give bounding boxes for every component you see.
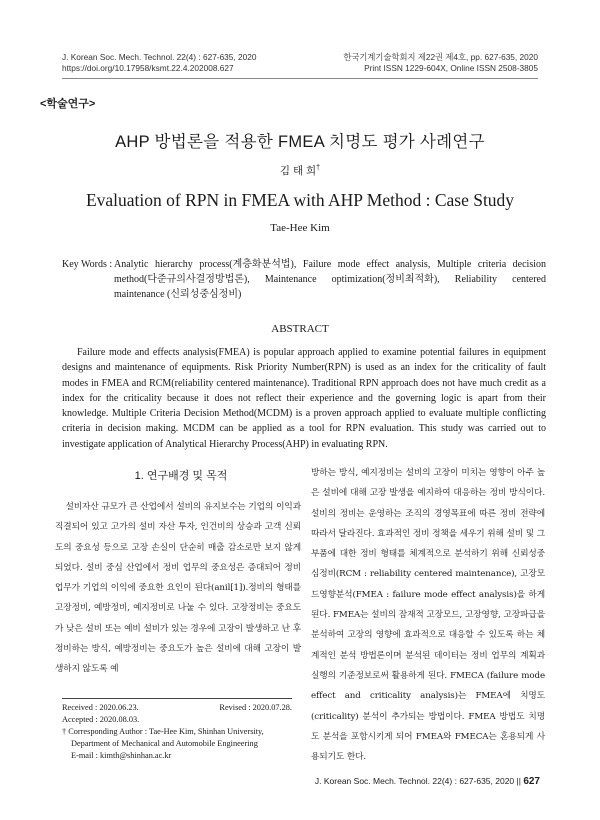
journal-citation: J. Korean Soc. Mech. Technol. 22(4) : 627-635, 2020 bbox=[62, 52, 257, 62]
corresponding-mark: † bbox=[316, 164, 321, 172]
accepted-date: Accepted : 2020.08.03. bbox=[62, 715, 140, 724]
abstract-heading: ABSTRACT bbox=[271, 323, 329, 335]
title-korean: AHP 방법론을 적용한 FMEA 치명도 평가 사례연구 bbox=[115, 133, 485, 151]
article-category: <학술연구> bbox=[40, 98, 96, 110]
author-department: Department of Mechanical and Automobile Engineering bbox=[71, 739, 258, 748]
keywords-text: Analytic hierarchy process(계층화분석법), Failure mode effect analysis, Multiple criteria decision method(다준규의사결정방법론), Maintenance optimization(정비최적화), Reliability centered maintenance (신뢰성중심정비) bbox=[114, 259, 546, 300]
section-heading: 1. 연구배경 및 목적 bbox=[134, 470, 228, 482]
received-date: Received : 2020.06.23. bbox=[62, 703, 139, 712]
doi-link[interactable]: https://doi.org/10.17958/ksmt.22.4.202008.627 bbox=[62, 63, 234, 73]
running-header-left bbox=[62, 52, 256, 74]
journal-citation-korean: 한국기계기술학회지 제22권 제4호, pp. 627-635, 2020 bbox=[343, 52, 538, 62]
running-header-right bbox=[343, 52, 538, 74]
header-rule bbox=[62, 78, 538, 79]
footnotes bbox=[62, 702, 302, 762]
author-korean bbox=[0, 163, 600, 178]
title-english: Evaluation of RPN in FMEA with AHP Method : Case Study bbox=[85, 190, 515, 210]
footer-journal: J. Korean Soc. Mech. Technol. 22(4) : 627-635, 2020 || bbox=[314, 776, 521, 786]
page-footer bbox=[315, 776, 540, 787]
author-english: Tae-Hee Kim bbox=[270, 222, 330, 234]
page-number: 627 bbox=[523, 776, 540, 787]
issn: Print ISSN 1229-604X, Online ISSN 2508-3805 bbox=[364, 63, 538, 73]
corresponding-author: † Corresponding Author : Tae-Hee Kim, Shinhan University, bbox=[62, 727, 264, 736]
keywords-label: Key Words : bbox=[62, 259, 113, 270]
revised-date: Revised : 2020.07.28. bbox=[219, 703, 292, 712]
body-left-column: 설비자산 규모가 큰 산업에서 설비의 유지보수는 기업의 이익과 직결되어 있고 고가의 설비 자산 투자, 인건비의 상승과 고객 신뢰도의 중요성 등으로 고장 손실이 단순히 매출 감소로만 보지 않게 되었다. 설비 중심 산업에서 정비 업무의 중요성은 증대되어 정비 업무가 기업의 이익에 중요한 요인이 된다(anil[1]).정비의 형태를 고장정비, 예방정비, 예지정비로 나눌 수 있다. 고장정비는 중요도가 낮은 설비 또는 예비 설비가 있는 경우에 고장이 발생하고 난 후 정비하는 방식, 예방정비는 중요도가 높은 설비에 대해 고장이 발생하지 않도록 예 bbox=[55, 502, 301, 675]
body-right-column: 방하는 방식, 예지정비는 설비의 고장이 미치는 영향이 아주 높은 설비에 대해 고장 발생을 예지하여 대응하는 정비 방식이다. 설비의 정비는 운영하는 조직의 경영목표에 따른 정비 전략에 따라서 달라진다. 효과적인 정비 정책을 세우기 위해 설비 및 그 부품에 대한 정비 형태를 체계적으로 분석하기 위해 신뢰성중심정비(RCM : reliability centered maintenance), 고장모드영향분석(FMEA : failure mode effect analysis)을 하게 된다. FMEA는 설비의 잠재적 고장모드, 고장영향, 고장파급을 분석하여 고장의 영향에 효과적으로 대응할 수 있도록 하는 체계적인 분석 방법론이며 분석된 데이터는 정비 업무의 계획과 실행의 기준정보로써 활용하게 된다. FMECA (failure mode effect and criticality analysis)는 FMEA에 치명도(criticality) 분석이 추가되는 방법이다. FMEA 방법도 치명도 분석을 포함시키게 되어 FMEA와 FMECA는 혼용되게 사용되기도 한다. bbox=[311, 468, 545, 763]
author-name-korean: 김 태 희 bbox=[279, 165, 317, 177]
received-revised-row bbox=[62, 702, 302, 714]
keywords bbox=[62, 257, 546, 302]
footnote-rule bbox=[62, 698, 292, 699]
author-email: E-mail : kimth@shinhan.ac.kr bbox=[71, 751, 172, 760]
abstract-body: Failure mode and effects analysis(FMEA) is popular approach applied to examine potential failures in equipment designs and maintenance of equipments. Risk Priority Number(RPN) is used as an index for the criticality of fault modes in FMEA and RCM(reliability centered maintenance). Traditional RPN approach does not have much credit as a index for the criticality because it does not reflect their experience and the governing logic is apart from their knowledge. Multiple Criteria Decision Method(MCDM) is a proven approach applied to evaluate multiple conflicting criteria in decision making. MCDM can be applied as a tool for RPN evaluation. This study was carried out to investigate application of Analytical Hierarchy Process(AHP) in evaluating RPN. bbox=[62, 347, 546, 450]
